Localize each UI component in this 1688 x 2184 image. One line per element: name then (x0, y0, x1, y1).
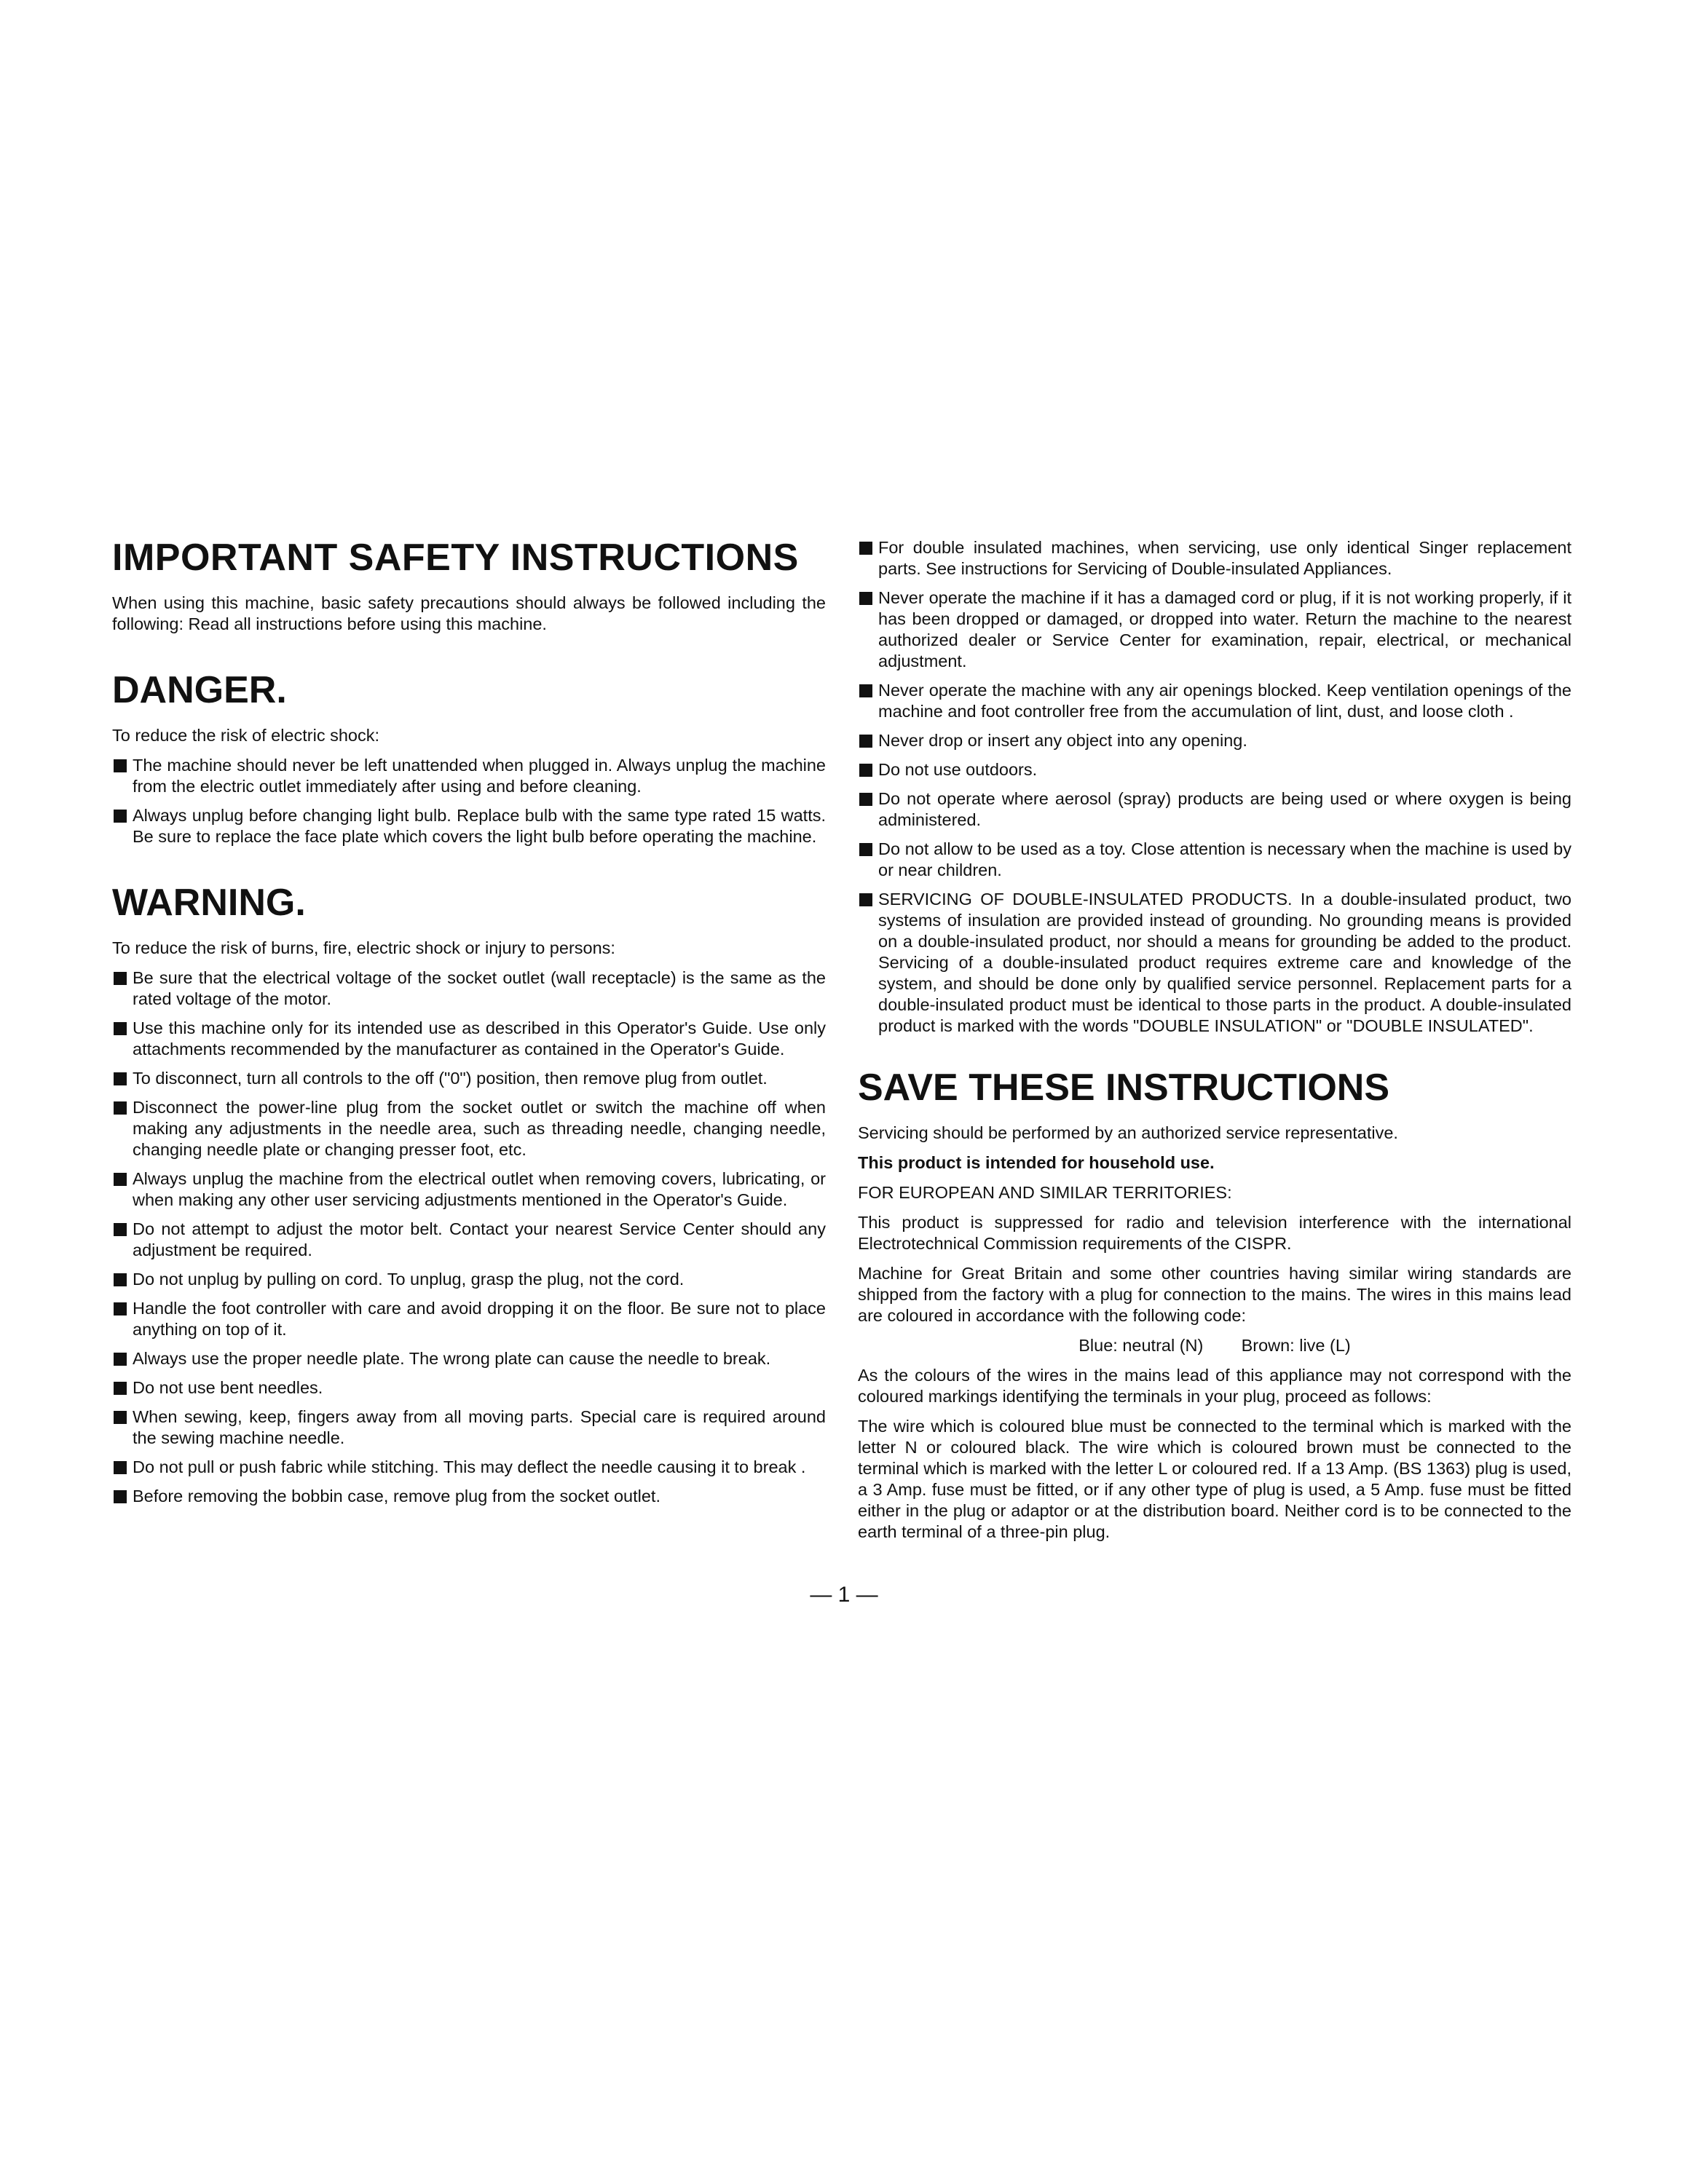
bullet-square-icon (859, 542, 872, 555)
bullet-square-icon (114, 1382, 127, 1395)
bullet-square-icon (859, 684, 872, 697)
bullet-square-icon (114, 1302, 127, 1315)
bullet-square-icon (114, 1411, 127, 1424)
right-column (858, 537, 1571, 1551)
bullet-square-icon (114, 1022, 127, 1035)
list-item: Handle the foot controller with care and avoid dropping it on the floor. Be sure not to place anything on top of it. (112, 1298, 826, 1340)
warning-heading: WARNING. (112, 882, 306, 924)
list-item: Do not operate where aerosol (spray) products are being used or where oxygen is being administered. (858, 788, 1571, 831)
list-item: Do not unplug by pulling on cord. To unplug, grasp the plug, not the cord. (112, 1269, 826, 1290)
bullet-square-icon (859, 843, 872, 856)
bullet-square-icon (114, 759, 127, 772)
list-item: Use this machine only for its intended use as described in this Operator's Guide. Use only attachments recommended by the manufacturer as contained in the Operator's Guide. (112, 1018, 826, 1060)
list-item: Always unplug the machine from the electrical outlet when removing covers, lubricating, or when making any other user servicing adjustments mentioned in the Operator's Guide. (112, 1168, 826, 1211)
bullet-square-icon (859, 893, 872, 906)
territories-heading: FOR EUROPEAN AND SIMILAR TERRITORIES: (858, 1183, 1232, 1202)
list-item: SERVICING OF DOUBLE-INSULATED PRODUCTS. In a double-insulated product, two systems of insulation are provided instead of grounding. No grounding means is provided on a double-insulated product, nor should a means for grounding be added to the product. Servicing of a double-insulated product requires extreme care and knowledge of the system, and should be done only by qualified service personnel. Replacement parts for a double-insulated product must be identical to those parts in the product. A double-insulated product is marked with the words "DOUBLE INSULATION" or "DOUBLE INSULATED". (858, 889, 1571, 1037)
household-note: This product is intended for household use. (858, 1153, 1215, 1172)
save-instructions-heading: SAVE THESE INSTRUCTIONS (858, 1067, 1390, 1109)
list-item: Do not allow to be used as a toy. Close attention is necessary when the machine is used by or near children. (858, 839, 1571, 881)
danger-heading: DANGER. (112, 669, 287, 711)
page-title: IMPORTANT SAFETY INSTRUCTIONS (112, 537, 799, 579)
bullet-square-icon (859, 592, 872, 605)
danger-lead: To reduce the risk of electric shock: (112, 726, 380, 745)
suppression-paragraph: This product is suppressed for radio and television interference with the international Electrotechnical Commission requirements of the CISPR. (858, 1213, 1571, 1253)
wiring-paragraph: The wire which is coloured blue must be connected to the terminal which is marked with the letter N or coloured black. The wire which is coloured brown must be connected to the terminal which is marked with the letter L or coloured red. If a 13 Amp. (BS 1363) plug is used, a 3 Amp. fuse must be fitted, or if any other type of plug is used, a 5 Amp. fuse must be fitted either in the plug or adaptor or at the distribution board. Neither cord is to be connected to the earth terminal of a three-pin plug. (858, 1417, 1571, 1541)
bullet-square-icon (114, 1223, 127, 1236)
bullet-square-icon (114, 1490, 127, 1503)
list-item: Before removing the bobbin case, remove plug from the socket outlet. (112, 1486, 826, 1507)
warning-lead: To reduce the risk of burns, fire, electric shock or injury to persons: (112, 938, 615, 957)
list-item: Do not attempt to adjust the motor belt. Contact your nearest Service Center should any adjustment be required. (112, 1219, 826, 1261)
list-item: The machine should never be left unattended when plugged in. Always unplug the machine from the electric outlet immediately after using and before cleaning. (112, 755, 826, 797)
bullet-square-icon (114, 972, 127, 985)
great-britain-paragraph: Machine for Great Britain and some other countries having similar wiring standards are shipped from the factory with a plug for connection to the mains. The wires in this mains lead are coloured in accordance with the following code: (858, 1264, 1571, 1325)
list-item: Do not use outdoors. (858, 759, 1571, 780)
colours-paragraph: As the colours of the wires in the mains lead of this appliance may not correspond with the coloured markings identifying the terminals in your plug, proceed as follows: (858, 1366, 1571, 1406)
list-item: Never drop or insert any object into any opening. (858, 730, 1571, 751)
bullet-square-icon (114, 1353, 127, 1366)
danger-list (112, 755, 826, 847)
bullet-square-icon (114, 810, 127, 823)
list-item: Do not use bent needles. (112, 1377, 826, 1398)
list-item: Be sure that the electrical voltage of the socket outlet (wall receptacle) is the same as the rated voltage of the motor. (112, 968, 826, 1010)
servicing-note: Servicing should be performed by an authorized service representative. (858, 1123, 1398, 1142)
bullet-square-icon (114, 1173, 127, 1186)
list-item: When sewing, keep, fingers away from all moving parts. Special care is required around the sewing machine needle. (112, 1406, 826, 1449)
bullet-square-icon (114, 1072, 127, 1085)
list-item: To disconnect, turn all controls to the off ("0") position, then remove plug from outlet. (112, 1068, 826, 1089)
list-item: Never operate the machine with any air openings blocked. Keep ventilation openings of the machine and foot controller free from the accumulation of lint, dust, and loose cloth . (858, 680, 1571, 722)
list-item: Do not pull or push fabric while stitching. This may deflect the needle causing it to break . (112, 1457, 826, 1478)
bullet-square-icon (114, 1273, 127, 1286)
page-number: — 1 — (810, 1583, 878, 1607)
continued-warning-list (858, 537, 1571, 1037)
list-item: Disconnect the power-line plug from the socket outlet or switch the machine off when making any adjustments in the needle area, such as threading needle, changing needle, changing needle plate or changing presser foot, etc. (112, 1097, 826, 1160)
intro-paragraph: When using this machine, basic safety precautions should always be followed including the following: Read all instructions before using this machine. (112, 593, 826, 633)
list-item: Never operate the machine if it has a damaged cord or plug, if it is not working properly, if it has been dropped or damaged, or dropped into water. Return the machine to the nearest authorized dealer or Service Center for examination, repair, electrical, or mechanical adjustment. (858, 587, 1571, 672)
bullet-square-icon (114, 1461, 127, 1474)
wire-colour-code: Blue: neutral (N) Brown: live (L) (1078, 1336, 1351, 1355)
list-item: Always use the proper needle plate. The wrong plate can cause the needle to break. (112, 1348, 826, 1369)
bullet-square-icon (859, 735, 872, 748)
warning-list (112, 968, 826, 1507)
bullet-square-icon (859, 793, 872, 806)
list-item: For double insulated machines, when servicing, use only identical Singer replacement parts. See instructions for Servicing of Double-insulated Appliances. (858, 537, 1571, 579)
list-item: Always unplug before changing light bulb. Replace bulb with the same type rated 15 watts. Be sure to replace the face plate which covers the light bulb before operating the machine. (112, 805, 826, 847)
bullet-square-icon (114, 1101, 127, 1115)
left-column (112, 537, 826, 1515)
bullet-square-icon (859, 764, 872, 777)
